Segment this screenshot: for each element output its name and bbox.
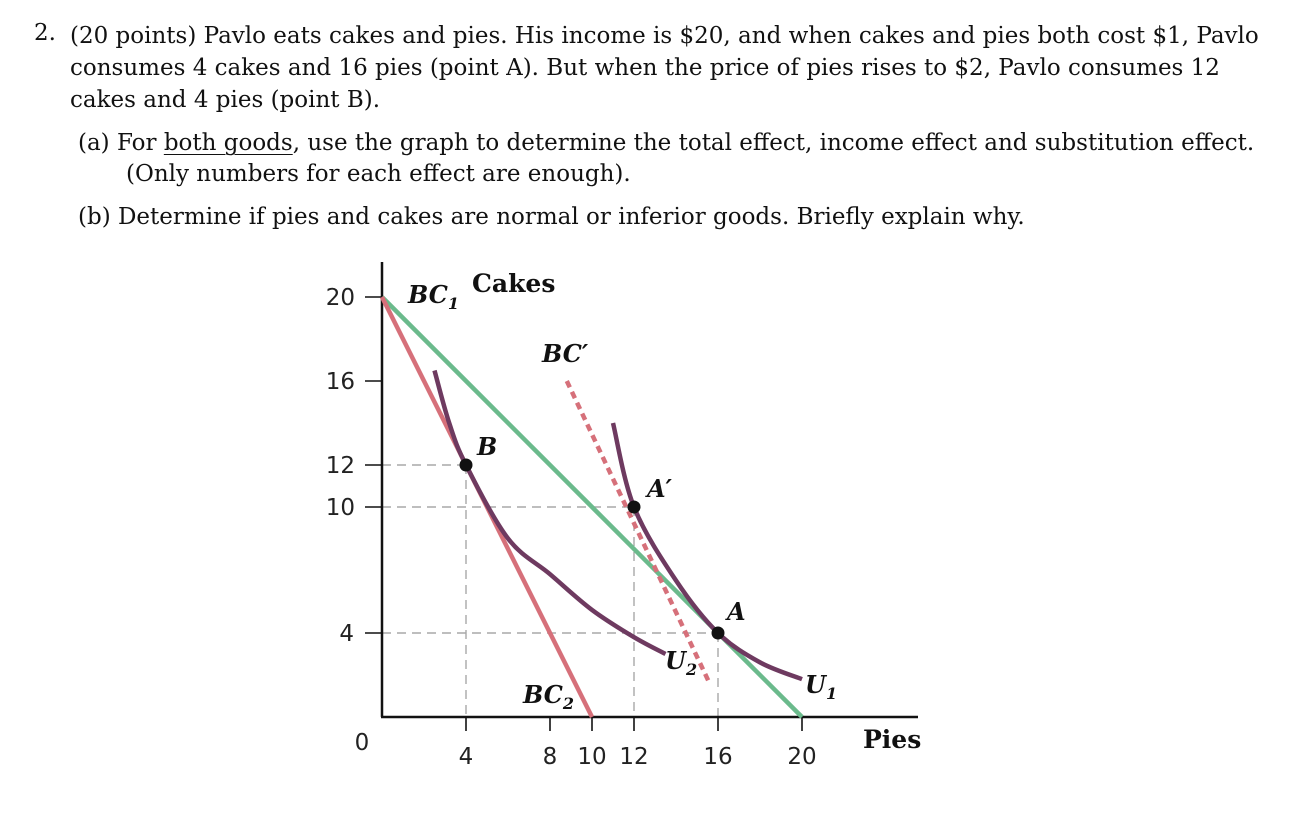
y-tick-label-4: 4 <box>339 621 354 647</box>
y-tick-label-16: 16 <box>325 369 355 395</box>
bc-prime-label: BC′ <box>542 339 589 368</box>
y-axis-title: Cakes <box>472 269 556 298</box>
x-tick-label-20: 20 <box>787 744 817 770</box>
bc2-label: $BC_2$ <box>523 680 574 713</box>
point-label-a: A <box>727 597 746 626</box>
x-tick-label-12: 12 <box>619 744 649 770</box>
y-tick-label-12: 12 <box>325 453 355 479</box>
point-label-b: B <box>477 432 498 461</box>
problem-line-3: cakes and 4 pies (point B). <box>70 87 381 113</box>
point-a <box>712 627 725 640</box>
part-b: (b) Determine if pies and cakes are normal or inferior goods. Briefly explain why. <box>78 204 1025 230</box>
point-b <box>460 459 473 472</box>
x-tick-label-10: 10 <box>577 744 607 770</box>
part-a-rest: , use the graph to determine the total effect, income effect and substitution effect. <box>292 130 1255 156</box>
part-a-line-2: (Only numbers for each effect are enough). <box>126 161 631 187</box>
x-tick-label-8: 8 <box>542 744 558 770</box>
bc1-label: $BC_1$ <box>408 280 459 313</box>
y-tick-label-0: 0 <box>354 730 370 756</box>
part-a-prefix: (a) For <box>78 130 164 156</box>
u2-label: $U_2$ <box>665 646 698 679</box>
problem-line-2: consumes 4 cakes and 16 pies (point A). But when the price of pies rises to $2, Pavlo consumes 12 <box>70 55 1220 81</box>
y-tick-label-20: 20 <box>325 285 355 311</box>
point-a-prime <box>628 501 641 514</box>
y-tick-label-10: 10 <box>325 495 355 521</box>
u1-label: $U_1$ <box>805 670 838 703</box>
x-axis-title: Pies <box>863 725 922 754</box>
point-label-a-prime: A′ <box>647 474 672 503</box>
x-tick-label-4: 4 <box>458 744 474 770</box>
x-tick-label-16: 16 <box>703 744 733 770</box>
problem-line-1: (20 points) Pavlo eats cakes and pies. His income is $20, and when cakes and pies both cost $1, Pavlo <box>70 23 1259 49</box>
problem-number: 2. <box>34 20 56 46</box>
part-a-underlined: both goods <box>163 130 293 156</box>
